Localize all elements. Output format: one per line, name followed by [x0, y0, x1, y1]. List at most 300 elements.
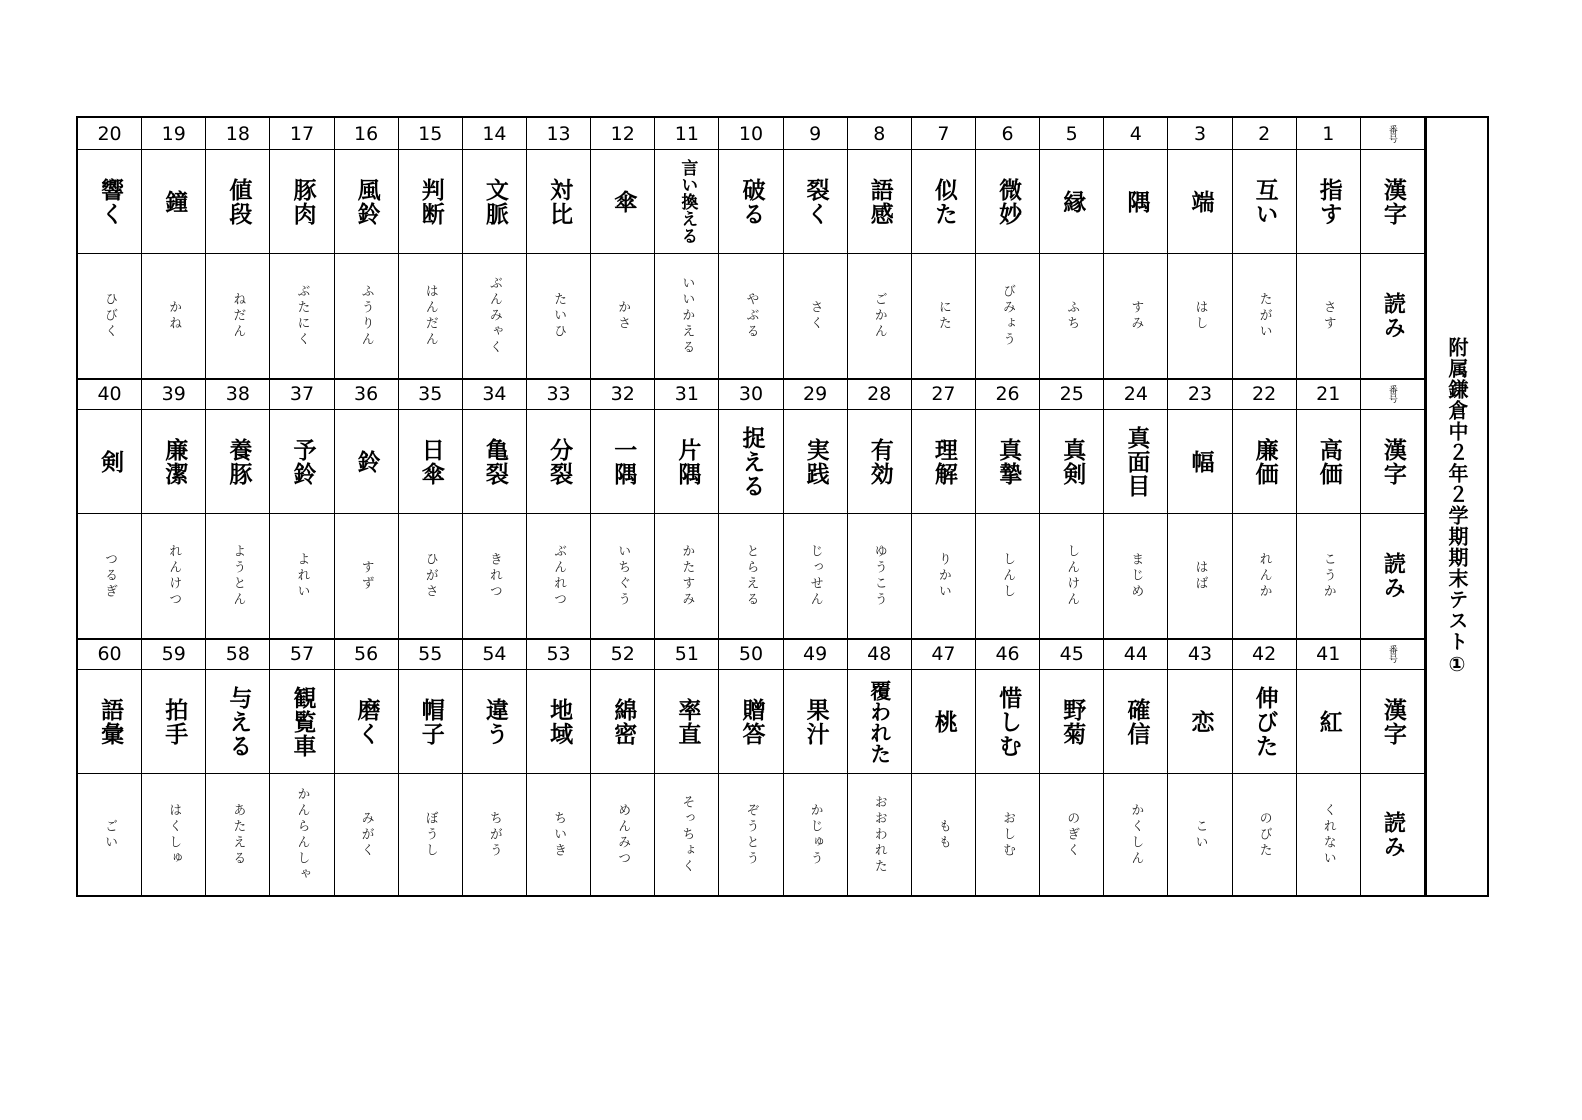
- reading-cell: [270, 514, 333, 638]
- question-column: [527, 638, 591, 895]
- reading-cell: [976, 774, 1039, 895]
- question-column: [1168, 638, 1232, 895]
- question-number: 41: [1297, 638, 1360, 670]
- question-column: [142, 378, 206, 638]
- question-number: 30: [719, 378, 782, 410]
- kanji-cell: [270, 670, 333, 774]
- reading-text: おおわれた: [871, 794, 887, 875]
- header-reading: [1361, 774, 1424, 895]
- question-column: [270, 378, 334, 638]
- reading-cell: [719, 254, 782, 378]
- question-column: [206, 638, 270, 895]
- kanji-cell: [1297, 670, 1360, 774]
- kanji-cell: [527, 150, 590, 254]
- header-reading-label: 読み: [1380, 552, 1406, 600]
- header-kanji-label: 漢字: [1379, 697, 1406, 746]
- reading-text: ごい: [102, 818, 118, 851]
- kanji-word: 綿密: [610, 697, 637, 746]
- kanji-cell: [399, 150, 462, 254]
- header-reading-label: 読み: [1380, 810, 1406, 859]
- reading-cell: [142, 254, 205, 378]
- kanji-word: 違う: [481, 697, 508, 746]
- question-number: 55: [399, 638, 462, 670]
- question-number: 26: [976, 378, 1039, 410]
- question-column: [1233, 378, 1297, 638]
- question-column: [719, 638, 783, 895]
- question-column: [463, 378, 527, 638]
- kanji-word: 惜しむ: [995, 685, 1022, 758]
- question-number: 13: [527, 118, 590, 150]
- reading-cell: [719, 774, 782, 895]
- kanji-cell: [976, 150, 1039, 254]
- reading-text: さく: [807, 300, 823, 332]
- question-number: 60: [78, 638, 141, 670]
- question-column: [848, 118, 912, 378]
- reading-text: いいかえる: [679, 276, 695, 356]
- question-number: 16: [335, 118, 398, 150]
- kanji-word: 理解: [930, 437, 957, 486]
- question-number: 15: [399, 118, 462, 150]
- question-number: 9: [784, 118, 847, 150]
- question-column: [784, 378, 848, 638]
- kanji-cell: [78, 670, 141, 774]
- question-number: 46: [976, 638, 1039, 670]
- kanji-word: 地域: [546, 697, 573, 746]
- kanji-word: 鐘: [161, 189, 188, 214]
- kanji-word: 裂く: [802, 177, 829, 226]
- kanji-word: 亀裂: [481, 437, 508, 486]
- reading-text: みがく: [358, 810, 374, 859]
- kanji-cell: [591, 670, 654, 774]
- question-number: 38: [206, 378, 269, 410]
- reading-text: のぎく: [1064, 810, 1080, 859]
- kanji-word: 一隅: [610, 437, 637, 486]
- question-column: [78, 638, 142, 895]
- question-column: [719, 118, 783, 378]
- reading-cell: [270, 254, 333, 378]
- question-column: [784, 118, 848, 378]
- question-number: 37: [270, 378, 333, 410]
- reading-cell: [335, 514, 398, 638]
- reading-text: ぼうし: [422, 810, 438, 859]
- question-column: [912, 378, 976, 638]
- kanji-cell: [463, 410, 526, 514]
- kanji-cell: [912, 410, 975, 514]
- reading-cell: [1104, 254, 1167, 378]
- reading-text: きれつ: [486, 552, 502, 600]
- kanji-cell: [335, 410, 398, 514]
- reading-cell: [527, 514, 590, 638]
- question-number: 31: [655, 378, 718, 410]
- kanji-cell: [1104, 410, 1167, 514]
- question-column: [1233, 118, 1297, 378]
- reading-cell: [78, 514, 141, 638]
- question-column: [527, 378, 591, 638]
- header-reading: [1361, 514, 1424, 638]
- kanji-cell: [719, 150, 782, 254]
- kanji-cell: [912, 670, 975, 774]
- reading-text: ぶんれつ: [551, 544, 567, 608]
- kanji-word: 真面目: [1123, 425, 1150, 498]
- question-number: 28: [848, 378, 911, 410]
- kanji-cell: [142, 670, 205, 774]
- question-column: [976, 378, 1040, 638]
- reading-text: よれい: [294, 552, 310, 600]
- question-number: 59: [142, 638, 205, 670]
- reading-cell: [784, 254, 847, 378]
- reading-cell: [976, 514, 1039, 638]
- kanji-cell: [1168, 670, 1231, 774]
- question-block: [78, 378, 1425, 638]
- header-number: [1361, 638, 1424, 670]
- question-number: 12: [591, 118, 654, 150]
- kanji-word: 値段: [225, 177, 252, 226]
- question-column: [142, 118, 206, 378]
- question-number: 5: [1040, 118, 1103, 150]
- kanji-cell: [463, 670, 526, 774]
- reading-cell: [655, 254, 718, 378]
- kanji-cell: [527, 670, 590, 774]
- kanji-word: 微妙: [995, 177, 1022, 226]
- kanji-word: 日傘: [417, 437, 444, 486]
- kanji-cell: [784, 410, 847, 514]
- reading-cell: [527, 774, 590, 895]
- reading-text: りかい: [935, 552, 951, 600]
- question-number: 45: [1040, 638, 1103, 670]
- reading-text: ふうりん: [358, 284, 374, 348]
- kanji-word: 予鈴: [289, 437, 316, 486]
- quiz-sheet: [76, 116, 1489, 897]
- question-number: 10: [719, 118, 782, 150]
- reading-cell: [1168, 514, 1231, 638]
- question-column: [463, 638, 527, 895]
- question-column: [78, 378, 142, 638]
- question-number: 57: [270, 638, 333, 670]
- question-number: 54: [463, 638, 526, 670]
- kanji-cell: [784, 150, 847, 254]
- kanji-word: 分裂: [546, 437, 573, 486]
- reading-text: かたすみ: [679, 544, 695, 608]
- header-reading-label: 読み: [1380, 292, 1406, 340]
- reading-cell: [335, 774, 398, 895]
- reading-text: さす: [1320, 300, 1336, 332]
- reading-text: すず: [358, 560, 374, 592]
- reading-cell: [1104, 774, 1167, 895]
- kanji-cell: [1168, 150, 1231, 254]
- header-number: [1361, 118, 1424, 150]
- header-reading: [1361, 254, 1424, 378]
- reading-text: ふち: [1064, 300, 1080, 332]
- reading-text: やぶる: [743, 292, 759, 340]
- kanji-word: 確信: [1123, 697, 1150, 746]
- reading-cell: [399, 774, 462, 895]
- header-number-label: 番号: [1386, 644, 1397, 663]
- kanji-word: 片隅: [674, 437, 701, 486]
- reading-text: ごかん: [871, 292, 887, 340]
- reading-text: いちぐう: [615, 544, 631, 608]
- reading-cell: [1104, 514, 1167, 638]
- kanji-cell: [1233, 410, 1296, 514]
- question-column: [1040, 638, 1104, 895]
- kanji-word: 覆われた: [867, 679, 892, 764]
- reading-cell: [591, 254, 654, 378]
- kanji-word: 養豚: [225, 437, 252, 486]
- question-column: [591, 118, 655, 378]
- kanji-word: 拍手: [161, 697, 188, 746]
- kanji-cell: [784, 670, 847, 774]
- question-column: [719, 378, 783, 638]
- header-number: [1361, 378, 1424, 410]
- question-number: 22: [1233, 378, 1296, 410]
- kanji-cell: [1297, 150, 1360, 254]
- reading-text: れんけつ: [166, 544, 182, 608]
- question-column: [1168, 118, 1232, 378]
- header-column: [1361, 638, 1425, 895]
- kanji-cell: [335, 670, 398, 774]
- header-kanji: [1361, 670, 1424, 774]
- kanji-word: 観覧車: [289, 685, 316, 758]
- question-column: [1040, 378, 1104, 638]
- reading-cell: [399, 254, 462, 378]
- reading-cell: [1297, 254, 1360, 378]
- reading-cell: [591, 514, 654, 638]
- reading-text: ちがう: [486, 810, 502, 859]
- question-column: [848, 378, 912, 638]
- question-number: 44: [1104, 638, 1167, 670]
- header-kanji-label: 漢字: [1379, 177, 1406, 226]
- kanji-cell: [206, 670, 269, 774]
- kanji-cell: [591, 150, 654, 254]
- reading-text: まじめ: [1128, 552, 1144, 600]
- question-number: 21: [1297, 378, 1360, 410]
- reading-text: あたえる: [230, 802, 246, 867]
- kanji-word: 与える: [225, 685, 252, 758]
- header-column: [1361, 118, 1425, 378]
- header-kanji: [1361, 410, 1424, 514]
- kanji-word: 廉潔: [161, 437, 188, 486]
- reading-cell: [463, 254, 526, 378]
- question-column: [206, 118, 270, 378]
- question-column: [399, 378, 463, 638]
- kanji-cell: [1040, 670, 1103, 774]
- kanji-cell: [1233, 150, 1296, 254]
- reading-text: かね: [166, 300, 182, 332]
- kanji-word: 語感: [866, 177, 893, 226]
- reading-text: ひびく: [102, 292, 118, 340]
- reading-text: かんらんしゃ: [294, 786, 310, 883]
- kanji-cell: [463, 150, 526, 254]
- kanji-cell: [1040, 150, 1103, 254]
- kanji-word: 有効: [866, 437, 893, 486]
- question-column: [976, 118, 1040, 378]
- kanji-word: 真摯: [995, 437, 1022, 486]
- kanji-word: 紅: [1315, 709, 1342, 734]
- vocab-grid: [78, 118, 1425, 895]
- question-column: [1297, 118, 1361, 378]
- reading-text: ぶたにく: [294, 284, 310, 348]
- question-number: 3: [1168, 118, 1231, 150]
- question-number: 7: [912, 118, 975, 150]
- question-number: 39: [142, 378, 205, 410]
- question-number: 32: [591, 378, 654, 410]
- question-number: 20: [78, 118, 141, 150]
- reading-cell: [1297, 514, 1360, 638]
- kanji-word: 廉価: [1251, 437, 1278, 486]
- reading-cell: [591, 774, 654, 895]
- kanji-cell: [912, 150, 975, 254]
- reading-text: かじゅう: [807, 802, 823, 867]
- kanji-cell: [206, 410, 269, 514]
- question-number: 25: [1040, 378, 1103, 410]
- question-number: 27: [912, 378, 975, 410]
- reading-text: そっちょく: [679, 794, 695, 875]
- question-block: [78, 638, 1425, 895]
- question-column: [1104, 638, 1168, 895]
- reading-cell: [1233, 514, 1296, 638]
- question-column: [912, 118, 976, 378]
- question-column: [784, 638, 848, 895]
- kanji-cell: [1297, 410, 1360, 514]
- kanji-cell: [78, 410, 141, 514]
- reading-cell: [1040, 514, 1103, 638]
- kanji-word: 野菊: [1059, 697, 1086, 746]
- kanji-word: 桃: [930, 709, 957, 734]
- question-number: 29: [784, 378, 847, 410]
- reading-cell: [78, 774, 141, 895]
- reading-text: ちいき: [551, 810, 567, 859]
- reading-cell: [848, 514, 911, 638]
- reading-cell: [142, 514, 205, 638]
- question-number: 23: [1168, 378, 1231, 410]
- kanji-word: 風鈴: [353, 177, 380, 226]
- reading-cell: [270, 774, 333, 895]
- kanji-word: 贈答: [738, 697, 765, 746]
- reading-text: くれない: [1320, 802, 1336, 867]
- question-column: [399, 638, 463, 895]
- reading-text: たがい: [1256, 292, 1272, 340]
- header-number-label: 番号: [1386, 384, 1397, 403]
- header-column: [1361, 378, 1425, 638]
- kanji-word: 幅: [1187, 449, 1214, 474]
- question-number: 24: [1104, 378, 1167, 410]
- question-number: 49: [784, 638, 847, 670]
- question-column: [591, 638, 655, 895]
- reading-cell: [1040, 254, 1103, 378]
- question-column: [591, 378, 655, 638]
- reading-text: とらえる: [743, 544, 759, 608]
- kanji-cell: [976, 670, 1039, 774]
- kanji-word: 破る: [738, 177, 765, 226]
- reading-cell: [463, 514, 526, 638]
- kanji-cell: [1104, 670, 1167, 774]
- kanji-word: 響く: [97, 177, 124, 226]
- kanji-word: 対比: [546, 177, 573, 226]
- question-number: 1: [1297, 118, 1360, 150]
- kanji-cell: [399, 670, 462, 774]
- reading-cell: [784, 514, 847, 638]
- question-number: 52: [591, 638, 654, 670]
- question-number: 40: [78, 378, 141, 410]
- kanji-cell: [655, 670, 718, 774]
- kanji-word: 真剣: [1059, 437, 1086, 486]
- kanji-word: 果汁: [802, 697, 829, 746]
- kanji-cell: [848, 670, 911, 774]
- question-column: [1233, 638, 1297, 895]
- kanji-cell: [655, 150, 718, 254]
- question-number: 6: [976, 118, 1039, 150]
- reading-text: ぞうとう: [743, 802, 759, 867]
- reading-cell: [719, 514, 782, 638]
- reading-cell: [912, 514, 975, 638]
- question-number: 35: [399, 378, 462, 410]
- reading-text: ようとん: [230, 544, 246, 608]
- question-column: [206, 378, 270, 638]
- reading-text: れんか: [1256, 552, 1272, 600]
- reading-cell: [1168, 254, 1231, 378]
- kanji-word: 文脈: [481, 177, 508, 226]
- kanji-cell: [527, 410, 590, 514]
- kanji-word: 磨く: [353, 697, 380, 746]
- kanji-cell: [78, 150, 141, 254]
- question-number: 8: [848, 118, 911, 150]
- question-number: 58: [206, 638, 269, 670]
- kanji-cell: [270, 410, 333, 514]
- reading-text: はくしゅ: [166, 802, 182, 867]
- question-number: 56: [335, 638, 398, 670]
- question-column: [912, 638, 976, 895]
- kanji-word: 隅: [1123, 189, 1150, 214]
- question-number: 51: [655, 638, 718, 670]
- question-column: [1297, 378, 1361, 638]
- reading-cell: [527, 254, 590, 378]
- kanji-cell: [655, 410, 718, 514]
- question-number: 42: [1233, 638, 1296, 670]
- kanji-cell: [719, 410, 782, 514]
- reading-cell: [912, 774, 975, 895]
- reading-cell: [142, 774, 205, 895]
- question-column: [335, 118, 399, 378]
- reading-text: ねだん: [230, 292, 246, 340]
- kanji-word: 剣: [97, 449, 124, 474]
- kanji-word: 鈴: [353, 449, 380, 474]
- kanji-word: 高価: [1315, 437, 1342, 486]
- kanji-cell: [591, 410, 654, 514]
- question-column: [976, 638, 1040, 895]
- kanji-word: 判断: [417, 177, 444, 226]
- question-number: 33: [527, 378, 590, 410]
- question-number: 4: [1104, 118, 1167, 150]
- kanji-cell: [976, 410, 1039, 514]
- reading-text: つるぎ: [102, 552, 118, 600]
- kanji-word: 捉える: [738, 425, 765, 498]
- question-block: [78, 118, 1425, 378]
- question-number: 36: [335, 378, 398, 410]
- question-number: 19: [142, 118, 205, 150]
- reading-cell: [976, 254, 1039, 378]
- reading-cell: [848, 254, 911, 378]
- reading-cell: [1040, 774, 1103, 895]
- reading-text: しんし: [1000, 552, 1016, 600]
- question-number: 17: [270, 118, 333, 150]
- question-number: 18: [206, 118, 269, 150]
- reading-text: はし: [1192, 300, 1208, 332]
- reading-cell: [206, 514, 269, 638]
- question-column: [655, 118, 719, 378]
- kanji-word: 言い換える: [677, 159, 698, 244]
- question-column: [1104, 378, 1168, 638]
- reading-cell: [848, 774, 911, 895]
- kanji-cell: [206, 150, 269, 254]
